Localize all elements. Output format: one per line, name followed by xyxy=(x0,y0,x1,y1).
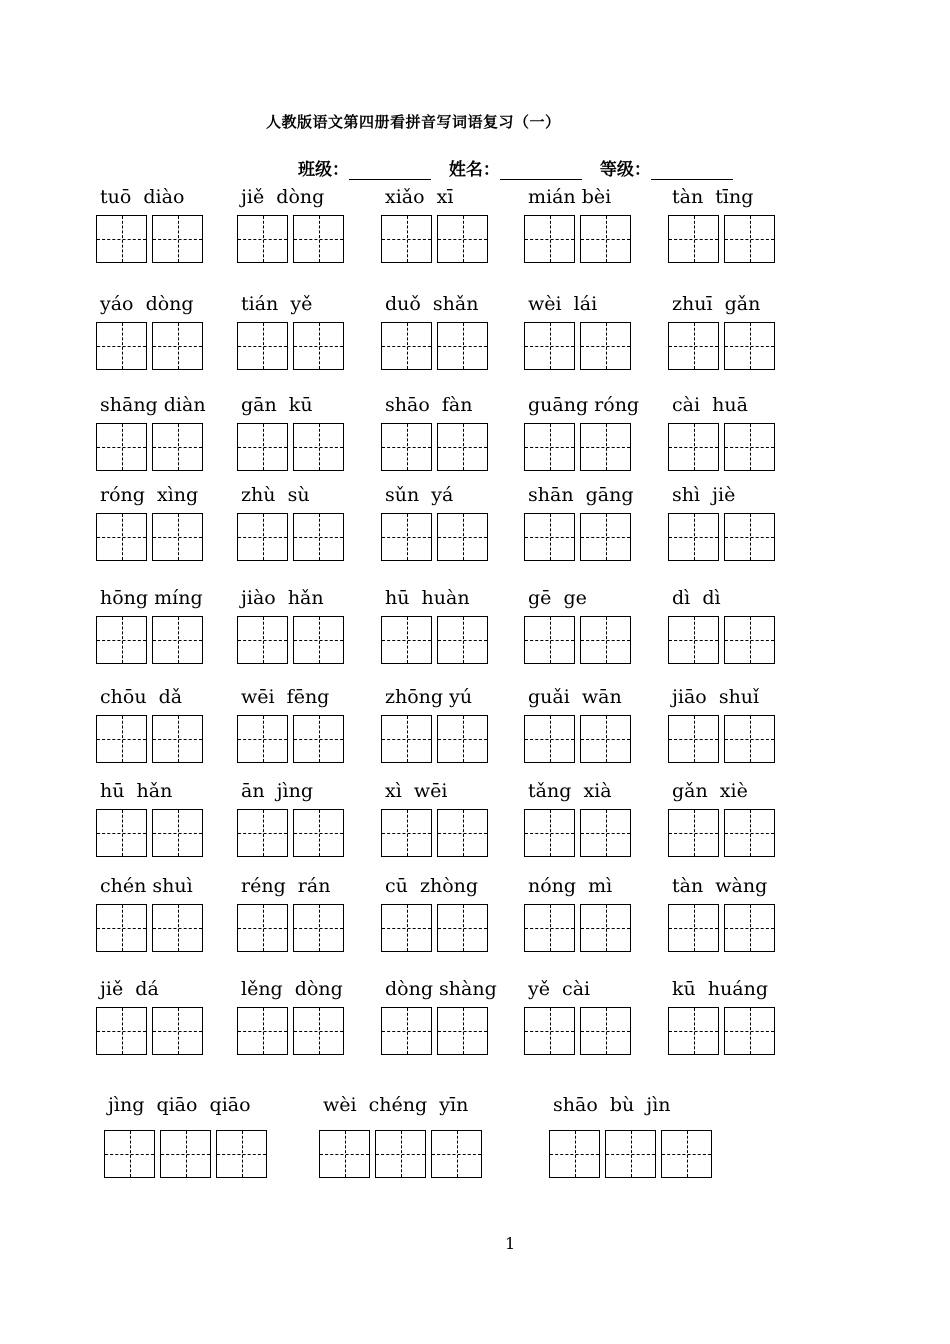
tianzige-box[interactable] xyxy=(293,715,344,763)
tianzige-box[interactable] xyxy=(152,904,203,952)
tianzige-box[interactable] xyxy=(437,513,488,561)
pinyin-label: chén shuì xyxy=(100,875,193,897)
writing-boxes xyxy=(549,1130,717,1178)
tianzige-box[interactable] xyxy=(724,809,775,857)
tianzige-box[interactable] xyxy=(293,322,344,370)
tianzige-box[interactable] xyxy=(237,215,288,263)
tianzige-box[interactable] xyxy=(96,715,147,763)
student-info-line xyxy=(298,155,745,180)
writing-boxes xyxy=(381,423,493,471)
pinyin-label: chōu dǎ xyxy=(100,686,183,708)
tianzige-box[interactable] xyxy=(437,904,488,952)
tianzige-box[interactable] xyxy=(293,215,344,263)
tianzige-box[interactable] xyxy=(431,1130,482,1178)
tianzige-box[interactable] xyxy=(724,513,775,561)
writing-boxes xyxy=(524,809,636,857)
tianzige-box[interactable] xyxy=(524,809,575,857)
tianzige-box[interactable] xyxy=(237,809,288,857)
tianzige-box[interactable] xyxy=(661,1130,712,1178)
tianzige-box[interactable] xyxy=(437,423,488,471)
pinyin-label: guāng róng xyxy=(528,394,640,416)
writing-boxes xyxy=(524,616,636,664)
tianzige-box[interactable] xyxy=(524,423,575,471)
tianzige-box[interactable] xyxy=(580,616,631,664)
tianzige-box[interactable] xyxy=(580,513,631,561)
pinyin-label: gǎn xiè xyxy=(672,780,748,802)
pinyin-label: lěng dòng xyxy=(241,978,343,1000)
writing-boxes xyxy=(381,322,493,370)
writing-boxes xyxy=(237,809,349,857)
pinyin-label: tàn tīng xyxy=(672,186,754,208)
tianzige-box[interactable] xyxy=(293,904,344,952)
tianzige-box[interactable] xyxy=(524,616,575,664)
pinyin-label: zhuī gǎn xyxy=(672,293,761,315)
tianzige-box[interactable] xyxy=(580,809,631,857)
tianzige-box[interactable] xyxy=(668,715,719,763)
tianzige-box[interactable] xyxy=(549,1130,600,1178)
tianzige-box[interactable] xyxy=(96,215,147,263)
pinyin-label: hū hǎn xyxy=(100,780,173,802)
pinyin-label: shì jiè xyxy=(672,484,736,506)
pinyin-label: yě cài xyxy=(528,978,591,1000)
tianzige-box[interactable] xyxy=(293,616,344,664)
tianzige-box[interactable] xyxy=(319,1130,370,1178)
writing-boxes xyxy=(381,215,493,263)
writing-boxes xyxy=(381,616,493,664)
tianzige-box[interactable] xyxy=(724,904,775,952)
tianzige-box[interactable] xyxy=(152,715,203,763)
tianzige-box[interactable] xyxy=(381,322,432,370)
tianzige-box[interactable] xyxy=(152,215,203,263)
tianzige-box[interactable] xyxy=(293,809,344,857)
pinyin-label: tuō diào xyxy=(100,186,185,208)
tianzige-box[interactable] xyxy=(580,423,631,471)
pinyin-label: jìng qiāo qiāo xyxy=(108,1094,251,1116)
tianzige-box[interactable] xyxy=(152,1007,203,1055)
writing-boxes xyxy=(237,322,349,370)
tianzige-box[interactable] xyxy=(96,616,147,664)
pinyin-label: guǎi wān xyxy=(528,686,622,708)
tianzige-box[interactable] xyxy=(437,322,488,370)
grade-label: 等级： xyxy=(599,160,651,180)
writing-boxes xyxy=(237,904,349,952)
tianzige-box[interactable] xyxy=(96,423,147,471)
tianzige-box[interactable] xyxy=(668,322,719,370)
tianzige-box[interactable] xyxy=(437,809,488,857)
writing-boxes xyxy=(104,1130,272,1178)
writing-boxes xyxy=(96,809,208,857)
tianzige-box[interactable] xyxy=(524,513,575,561)
tianzige-box[interactable] xyxy=(724,715,775,763)
pinyin-label: gān kū xyxy=(241,394,313,416)
writing-boxes xyxy=(524,215,636,263)
tianzige-box[interactable] xyxy=(293,513,344,561)
tianzige-box[interactable] xyxy=(437,616,488,664)
tianzige-box[interactable] xyxy=(724,322,775,370)
pinyin-label: gē ge xyxy=(528,587,587,609)
writing-boxes xyxy=(237,513,349,561)
writing-boxes xyxy=(237,215,349,263)
pinyin-label: róng xìng xyxy=(100,484,199,506)
pinyin-label: duǒ shǎn xyxy=(385,293,479,315)
tianzige-box[interactable] xyxy=(524,322,575,370)
tianzige-box[interactable] xyxy=(668,1007,719,1055)
tianzige-box[interactable] xyxy=(96,322,147,370)
tianzige-box[interactable] xyxy=(152,513,203,561)
pinyin-label: cài huā xyxy=(672,394,748,416)
tianzige-box[interactable] xyxy=(381,423,432,471)
tianzige-box[interactable] xyxy=(237,1007,288,1055)
pinyin-label: nóng mì xyxy=(528,875,613,897)
name-label: 姓名： xyxy=(448,160,500,180)
writing-boxes xyxy=(96,904,208,952)
pinyin-label: shān gāng xyxy=(528,484,634,506)
writing-boxes xyxy=(668,423,780,471)
tianzige-box[interactable] xyxy=(152,322,203,370)
tianzige-box[interactable] xyxy=(152,809,203,857)
pinyin-label: dì dì xyxy=(672,587,721,609)
writing-boxes xyxy=(524,715,636,763)
writing-boxes xyxy=(668,513,780,561)
writing-boxes xyxy=(524,423,636,471)
pinyin-label: xì wēi xyxy=(385,780,448,802)
writing-boxes xyxy=(381,715,493,763)
tianzige-box[interactable] xyxy=(524,1007,575,1055)
tianzige-box[interactable] xyxy=(524,215,575,263)
tianzige-box[interactable] xyxy=(668,809,719,857)
class-blank[interactable] xyxy=(349,163,431,180)
pinyin-label: jiě dòng xyxy=(241,186,325,208)
pinyin-label: yáo dòng xyxy=(100,293,194,315)
tianzige-box[interactable] xyxy=(293,423,344,471)
writing-boxes xyxy=(668,809,780,857)
writing-boxes xyxy=(96,1007,208,1055)
writing-boxes xyxy=(237,423,349,471)
pinyin-label: wēi fēng xyxy=(241,686,330,708)
tianzige-box[interactable] xyxy=(381,715,432,763)
tianzige-box[interactable] xyxy=(237,322,288,370)
tianzige-box[interactable] xyxy=(580,1007,631,1055)
pinyin-label: shāo fàn xyxy=(385,394,473,416)
pinyin-label: jiāo shuǐ xyxy=(672,686,760,708)
pinyin-label: sǔn yá xyxy=(385,484,454,506)
page-number: 1 xyxy=(505,1234,516,1253)
tianzige-box[interactable] xyxy=(524,904,575,952)
tianzige-box[interactable] xyxy=(152,423,203,471)
writing-boxes xyxy=(668,215,780,263)
pinyin-label: tǎng xià xyxy=(528,780,612,802)
tianzige-box[interactable] xyxy=(152,616,203,664)
tianzige-box[interactable] xyxy=(381,616,432,664)
writing-boxes xyxy=(668,616,780,664)
tianzige-box[interactable] xyxy=(293,1007,344,1055)
tianzige-box[interactable] xyxy=(580,904,631,952)
tianzige-box[interactable] xyxy=(724,423,775,471)
tianzige-box[interactable] xyxy=(524,715,575,763)
tianzige-box[interactable] xyxy=(580,215,631,263)
tianzige-box[interactable] xyxy=(437,715,488,763)
writing-boxes xyxy=(96,215,208,263)
pinyin-label: réng rán xyxy=(241,875,331,897)
pinyin-label: shāng diàn xyxy=(100,394,206,416)
class-label: 班级： xyxy=(298,160,349,180)
tianzige-box[interactable] xyxy=(724,215,775,263)
tianzige-box[interactable] xyxy=(96,1007,147,1055)
tianzige-box[interactable] xyxy=(580,715,631,763)
writing-boxes xyxy=(96,616,208,664)
writing-boxes xyxy=(381,1007,493,1055)
writing-boxes xyxy=(237,715,349,763)
tianzige-box[interactable] xyxy=(381,809,432,857)
writing-boxes xyxy=(381,513,493,561)
tianzige-box[interactable] xyxy=(668,616,719,664)
name-blank[interactable] xyxy=(500,163,582,180)
writing-boxes xyxy=(319,1130,487,1178)
pinyin-label: xiǎo xī xyxy=(385,186,454,208)
tianzige-box[interactable] xyxy=(668,215,719,263)
tianzige-box[interactable] xyxy=(668,513,719,561)
tianzige-box[interactable] xyxy=(381,513,432,561)
writing-boxes xyxy=(96,513,208,561)
writing-boxes xyxy=(96,423,208,471)
pinyin-label: hōng míng xyxy=(100,587,203,609)
pinyin-label: dòng shàng xyxy=(385,978,497,1000)
writing-boxes xyxy=(96,322,208,370)
pinyin-label: hū huàn xyxy=(385,587,470,609)
tianzige-box[interactable] xyxy=(96,904,147,952)
pinyin-label: tián yě xyxy=(241,293,313,315)
tianzige-box[interactable] xyxy=(668,423,719,471)
tianzige-box[interactable] xyxy=(237,423,288,471)
writing-boxes xyxy=(668,904,780,952)
tianzige-box[interactable] xyxy=(668,904,719,952)
writing-boxes xyxy=(668,322,780,370)
tianzige-box[interactable] xyxy=(96,513,147,561)
tianzige-box[interactable] xyxy=(605,1130,656,1178)
tianzige-box[interactable] xyxy=(237,904,288,952)
pinyin-label: zhù sù xyxy=(241,484,310,506)
writing-boxes xyxy=(524,513,636,561)
tianzige-box[interactable] xyxy=(724,1007,775,1055)
writing-boxes xyxy=(237,616,349,664)
tianzige-box[interactable] xyxy=(160,1130,211,1178)
pinyin-label: shāo bù jìn xyxy=(553,1094,671,1116)
grade-blank[interactable] xyxy=(651,163,733,180)
writing-boxes xyxy=(381,809,493,857)
tianzige-box[interactable] xyxy=(580,322,631,370)
tianzige-box[interactable] xyxy=(724,616,775,664)
tianzige-box[interactable] xyxy=(237,616,288,664)
tianzige-box[interactable] xyxy=(104,1130,155,1178)
tianzige-box[interactable] xyxy=(237,715,288,763)
tianzige-box[interactable] xyxy=(216,1130,267,1178)
writing-boxes xyxy=(381,904,493,952)
writing-boxes xyxy=(524,1007,636,1055)
writing-boxes xyxy=(668,1007,780,1055)
tianzige-box[interactable] xyxy=(237,513,288,561)
tianzige-box[interactable] xyxy=(381,215,432,263)
tianzige-box[interactable] xyxy=(375,1130,426,1178)
tianzige-box[interactable] xyxy=(96,809,147,857)
pinyin-label: zhōng yú xyxy=(385,686,473,708)
pinyin-label: cū zhòng xyxy=(385,875,479,897)
writing-boxes xyxy=(668,715,780,763)
pinyin-label: wèi lái xyxy=(528,293,598,315)
pinyin-label: ān jìng xyxy=(241,780,314,802)
tianzige-box[interactable] xyxy=(437,1007,488,1055)
writing-boxes xyxy=(524,322,636,370)
writing-boxes xyxy=(237,1007,349,1055)
pinyin-label: jiào hǎn xyxy=(241,587,324,609)
tianzige-box[interactable] xyxy=(437,215,488,263)
tianzige-box[interactable] xyxy=(381,1007,432,1055)
worksheet-title: 人教版语文第四册看拼音写词语复习（一） xyxy=(266,113,561,131)
writing-boxes xyxy=(96,715,208,763)
writing-boxes xyxy=(524,904,636,952)
pinyin-label: wèi chéng yīn xyxy=(323,1094,469,1116)
pinyin-label: kū huáng xyxy=(672,978,769,1000)
pinyin-label: jiě dá xyxy=(100,978,159,1000)
pinyin-label: tàn wàng xyxy=(672,875,768,897)
pinyin-label: mián bèi xyxy=(528,186,612,208)
tianzige-box[interactable] xyxy=(381,904,432,952)
